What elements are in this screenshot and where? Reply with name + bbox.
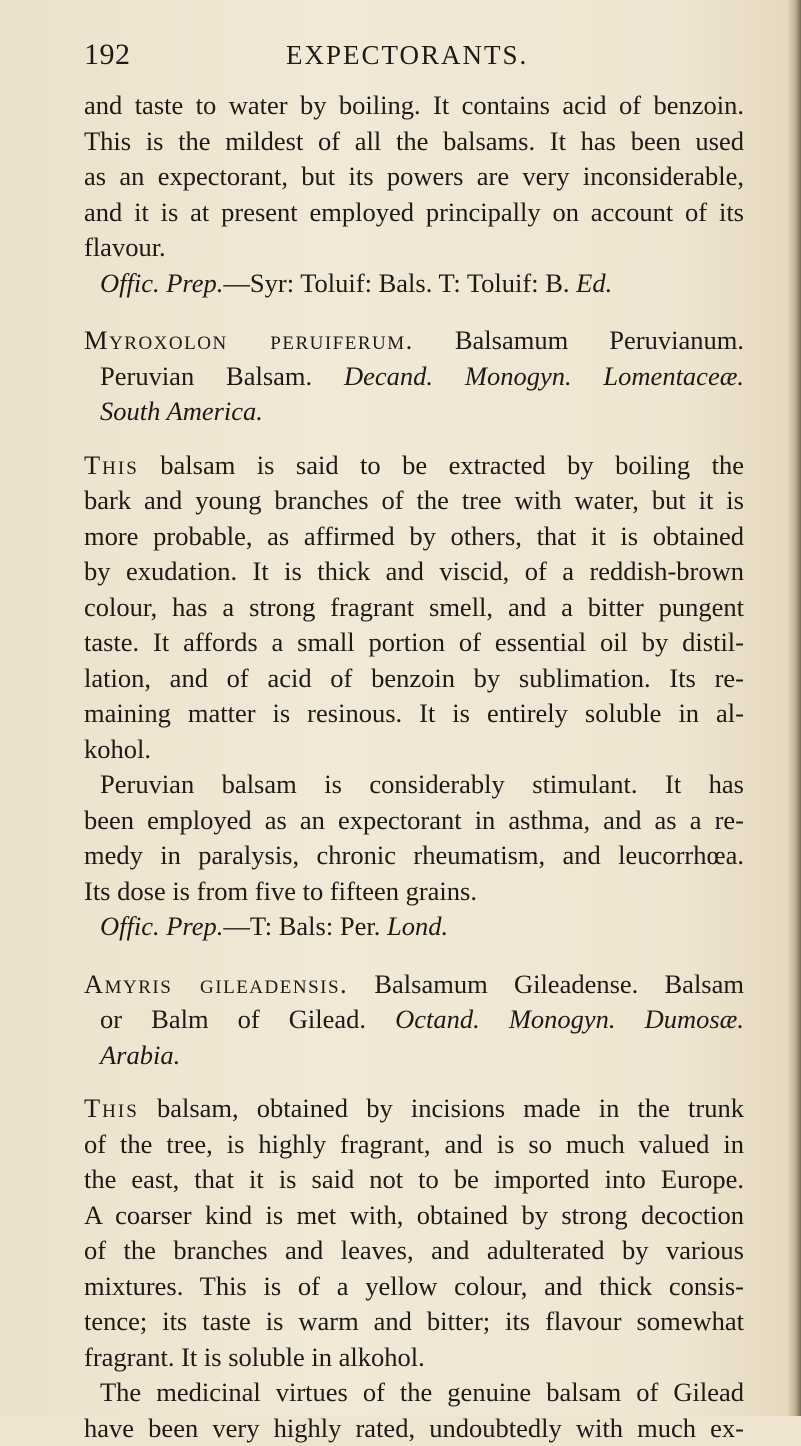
text-line: and taste to water by boiling. It contains acid of benzoin. [84,88,744,124]
text-line: bark and young branches of the tree with water, but it is [84,483,744,519]
text-line: mixtures. This is of a yellow colour, and thick consis- [84,1269,744,1305]
text-line: as an expectorant, but its powers are very inconsiderable, [84,159,744,195]
page-number: 192 [84,38,131,72]
text-line: The medicinal virtues of the genuine balsam of Gilead [84,1375,744,1411]
officinal-preparations-peru [84,909,744,945]
page-edge-shadow [787,0,801,1416]
text-line-rest: balsam is said to be extracted by boiling the [139,450,744,480]
text-line [84,323,744,359]
text-line [84,1091,744,1127]
text-line: more probable, as affirmed by others, that it is obtained [84,519,744,555]
classification: Decand. Monogyn. Lomentaceæ. [344,361,744,391]
text-line: medy in paralysis, chronic rheumatism, and leucorrhœa. [84,838,744,874]
pharmacopoeia-ref: Lond. [387,911,448,941]
text-line: flavour. [84,230,744,266]
text-line: maining matter is resinous. It is entirely soluble in al- [84,696,744,732]
text-line: lation, and of acid of benzoin by sublimation. Its re- [84,661,744,697]
text-line: have been very highly rated, undoubtedly with much ex- [84,1411,744,1446]
origin: Arabia. [100,1040,180,1070]
offic-prep-text: —Syr: Toluif: Bals. T: Toluif: B. [223,268,569,298]
running-head: EXPECTORANTS. [286,40,528,71]
origin: South America. [100,396,263,426]
text-line [84,1002,744,1038]
text-line: of the branches and leaves, and adulterated by various [84,1233,744,1269]
latin-name: Balsamum Gileadense. Balsam [348,969,744,999]
common-name: Peruvian Balsam. [100,361,344,391]
text-line: Its dose is from five to fifteen grains. [84,874,744,910]
paragraph-peruvian-balsam [84,448,744,945]
offic-prep-label: Offic. Prep. [100,911,223,941]
offic-prep-text: —T: Bals: Per. [223,911,380,941]
pharmacopoeia-ref: Ed. [576,268,612,298]
officinal-preparations-tolu [84,266,744,302]
page-header [84,38,744,78]
offic-prep-label: Offic. Prep. [100,268,223,298]
species-name: Amyris gileadensis. [84,969,348,999]
text-line [84,1038,744,1074]
text-line: A coarser kind is met with, obtained by strong decoction [84,1198,744,1234]
text-line: fragrant. It is soluble in alkohol. [84,1340,744,1376]
text-line: the east, that it is said not to be imported into Europe. [84,1162,744,1198]
text-line: taste. It affords a small portion of essential oil by distil- [84,625,744,661]
text-line [84,359,744,395]
body-text [84,88,744,1446]
species-name: Myroxolon peruiferum. [84,325,414,355]
text-line: and it is at present employed principally on account of its [84,195,744,231]
latin-name: Balsamum Peruvianum. [414,325,744,355]
paragraph-lead-word: This [84,1093,139,1123]
text-line: This is the mildest of all the balsams. It has been used [84,124,744,160]
text-line: been employed as an expectorant in asthma, and as a re- [84,803,744,839]
paragraph-tolu-continued [84,88,744,301]
common-name: or Balm of Gilead. [100,1004,395,1034]
text-line: kohol. [84,732,744,768]
entry-balm-of-gilead-heading [84,967,744,1074]
text-line: of the tree, is highly fragrant, and is so much valued in [84,1127,744,1163]
text-line [84,967,744,1003]
paragraph-lead-word: This [84,450,139,480]
text-line-rest: balsam, obtained by incisions made in the trunk [139,1093,744,1123]
text-line [84,394,744,430]
text-line: tence; its taste is warm and bitter; its flavour somewhat [84,1304,744,1340]
paragraph-balm-of-gilead [84,1091,744,1446]
entry-peruvian-balsam-heading [84,323,744,430]
text-line: Peruvian balsam is considerably stimulant. It has [84,767,744,803]
text-line [84,448,744,484]
text-line: by exudation. It is thick and viscid, of a reddish-brown [84,554,744,590]
classification: Octand. Monogyn. Dumosæ. [395,1004,744,1034]
text-line: colour, has a strong fragrant smell, and a bitter pungent [84,590,744,626]
